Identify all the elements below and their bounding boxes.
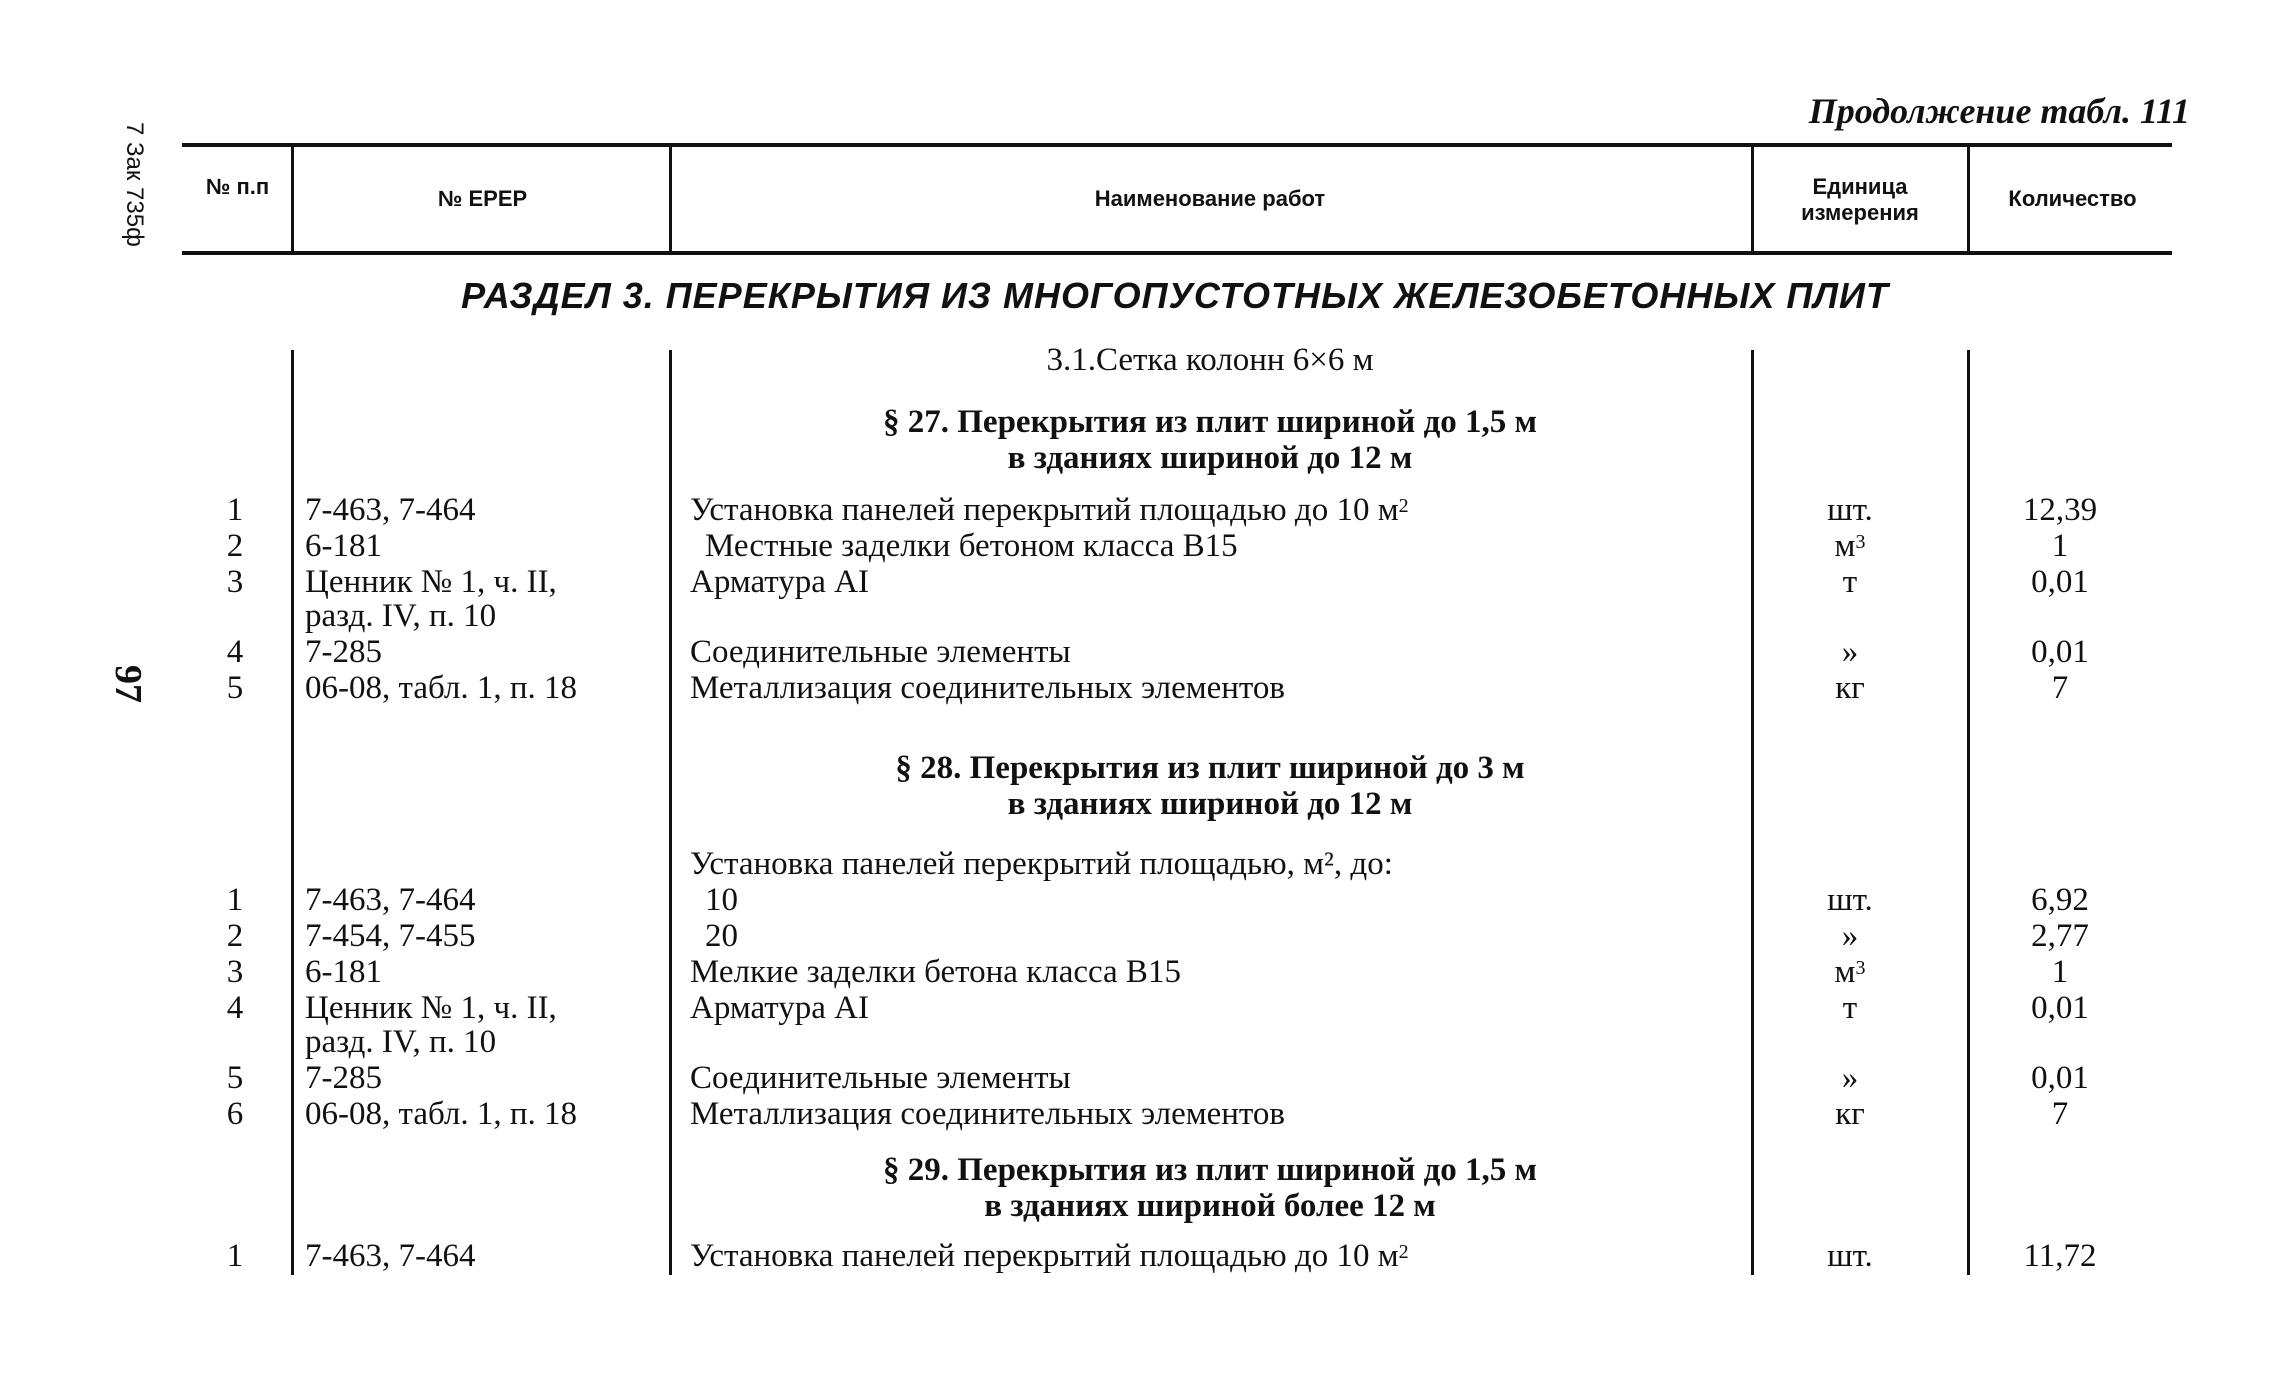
group-intro-text: Установка панелей перекрытий площадью, м², до: [690, 846, 1393, 882]
row-unit-text: » [1841, 634, 1859, 670]
row-unit-text: шт. [1827, 492, 1873, 528]
row-name-text: Соединительные элементы [690, 1060, 1071, 1096]
row-name [690, 1238, 1910, 1274]
row-name-text: Установка панелей перекрытий площадью до 10 м [690, 492, 1399, 528]
row-unit [1770, 1238, 1930, 1274]
row-unit [1770, 528, 1930, 564]
row-code-continuation: разд. IV, п. 10 [305, 598, 497, 634]
table-continuation-label: Продолжение табл. 111 [1808, 91, 2190, 131]
row-quantity: 2,77 [2031, 918, 2089, 954]
row-quantity: 1 [2051, 528, 2069, 564]
row-number: 4 [226, 634, 244, 670]
row-name [705, 528, 1925, 564]
row-name-superscript: 2 [1398, 495, 1409, 517]
row-quantity: 7 [2051, 1096, 2069, 1132]
row-code: 7-454, 7-455 [305, 918, 476, 954]
group-title: § 29. Перекрытия из плит шириной до 1,5 м [883, 1152, 1537, 1188]
row-unit-superscript: 3 [1855, 531, 1866, 553]
row-unit [1770, 954, 1930, 990]
row-number: 5 [226, 670, 244, 706]
row-number: 2 [226, 528, 244, 564]
row-unit-text: шт. [1827, 1238, 1873, 1274]
side-print-note: 7 Зак 735ф [121, 122, 148, 247]
row-name-text: Местные заделки бетоном класса В15 [705, 528, 1238, 564]
row-name-superscript: 2 [1398, 1241, 1409, 1263]
row-code: Ценник № 1, ч. II, [305, 564, 557, 600]
header-top-rule [182, 143, 2172, 147]
row-unit-text: м [1834, 528, 1856, 564]
row-quantity: 12,39 [2022, 492, 2098, 528]
row-unit [1770, 990, 1930, 1026]
row-name [690, 492, 1910, 528]
row-name-text: Соединительные элементы [690, 634, 1071, 670]
row-quantity: 0,01 [2031, 1060, 2089, 1096]
header-col-quantity: Количество [2008, 186, 2137, 211]
row-unit-superscript: 3 [1855, 957, 1866, 979]
row-name [690, 1060, 1910, 1096]
row-unit [1770, 882, 1930, 918]
row-unit-text: т [1842, 564, 1858, 600]
page-number: 97 [107, 665, 149, 703]
row-unit-text: т [1842, 990, 1858, 1026]
row-number: 6 [226, 1096, 244, 1132]
row-name [690, 954, 1910, 990]
row-name [690, 990, 1910, 1026]
row-code: 7-285 [305, 1060, 382, 1096]
row-code: 7-463, 7-464 [305, 882, 476, 918]
row-quantity: 7 [2051, 670, 2069, 706]
row-code-continuation: разд. IV, п. 10 [305, 1024, 497, 1060]
group-subtitle: в зданиях шириной более 12 м [984, 1188, 1436, 1224]
row-name-text: Установка панелей перекрытий площадью до 10 м [690, 1238, 1399, 1274]
row-code: 06-08, табл. 1, п. 18 [305, 670, 578, 706]
header-divider [1967, 146, 1970, 251]
row-unit [1770, 1096, 1930, 1132]
group-subtitle: в зданиях шириной до 12 м [1007, 440, 1413, 476]
header-col-erer: № ЕРЕР [437, 186, 528, 211]
column-divider [1967, 350, 1970, 1275]
row-name [690, 1096, 1910, 1132]
row-name-text: Металлизация соединительных элементов [690, 670, 1285, 706]
row-number: 2 [226, 918, 244, 954]
row-unit-text: » [1841, 1060, 1859, 1096]
header-divider [291, 146, 294, 251]
row-number: 4 [226, 990, 244, 1026]
row-unit [1770, 1060, 1930, 1096]
subsection-title: 3.1.Сетка колонн 6×6 м [1046, 342, 1374, 378]
header-bottom-rule [182, 251, 2172, 255]
header-divider [669, 146, 672, 251]
row-quantity: 0,01 [2031, 634, 2089, 670]
row-code: 7-285 [305, 634, 382, 670]
row-name-text: Арматура AI [690, 990, 869, 1026]
group-subtitle: в зданиях шириной до 12 м [1007, 786, 1413, 822]
row-number: 3 [226, 954, 244, 990]
row-name-text: 10 [705, 882, 738, 918]
row-name [690, 564, 1910, 600]
group-title: § 27. Перекрытия из плит шириной до 1,5 м [883, 404, 1537, 440]
row-unit [1770, 670, 1930, 706]
row-number: 5 [226, 1060, 244, 1096]
row-code: 7-463, 7-464 [305, 492, 476, 528]
row-unit-text: » [1841, 918, 1859, 954]
row-quantity: 11,72 [2023, 1238, 2097, 1274]
row-code: Ценник № 1, ч. II, [305, 990, 557, 1026]
row-quantity: 0,01 [2031, 990, 2089, 1026]
row-name [690, 670, 1910, 706]
header-col-number: № п.п [205, 174, 270, 199]
row-name [705, 918, 1925, 954]
row-name [705, 882, 1925, 918]
row-name-text: Мелкие заделки бетона класса В15 [690, 954, 1181, 990]
column-divider [1751, 350, 1754, 1275]
row-number: 1 [226, 492, 244, 528]
row-name-text: Арматура AI [690, 564, 869, 600]
row-code: 6-181 [305, 528, 382, 564]
row-name-text: Металлизация соединительных элементов [690, 1096, 1285, 1132]
row-unit [1770, 918, 1930, 954]
row-unit-text: шт. [1827, 882, 1873, 918]
row-number: 3 [226, 564, 244, 600]
row-name [690, 634, 1910, 670]
row-name-text: 20 [705, 918, 738, 954]
row-code: 06-08, табл. 1, п. 18 [305, 1096, 578, 1132]
row-unit-text: кг [1835, 670, 1865, 706]
row-code: 7-463, 7-464 [305, 1238, 476, 1274]
row-code: 6-181 [305, 954, 382, 990]
row-unit [1770, 634, 1930, 670]
row-quantity: 1 [2051, 954, 2069, 990]
row-unit [1770, 492, 1930, 528]
section-title: РАЗДЕЛ 3. ПЕРЕКРЫТИЯ ИЗ МНОГОПУСТОТНЫХ ЖЕЛЕЗОБЕТОННЫХ ПЛИТ [461, 275, 1889, 316]
row-number: 1 [226, 882, 244, 918]
group-title: § 28. Перекрытия из плит шириной до 3 м [895, 750, 1525, 786]
header-col-name: Наименование работ [1094, 186, 1326, 211]
column-divider [291, 350, 294, 1275]
row-quantity: 6,92 [2031, 882, 2089, 918]
row-quantity: 0,01 [2031, 564, 2089, 600]
row-unit [1770, 564, 1930, 600]
row-unit-text: м [1834, 954, 1856, 990]
row-number: 1 [226, 1238, 244, 1274]
row-unit-text: кг [1835, 1096, 1865, 1132]
header-divider [1751, 146, 1754, 251]
header-col-unit: Единица измерения [1801, 174, 1919, 225]
